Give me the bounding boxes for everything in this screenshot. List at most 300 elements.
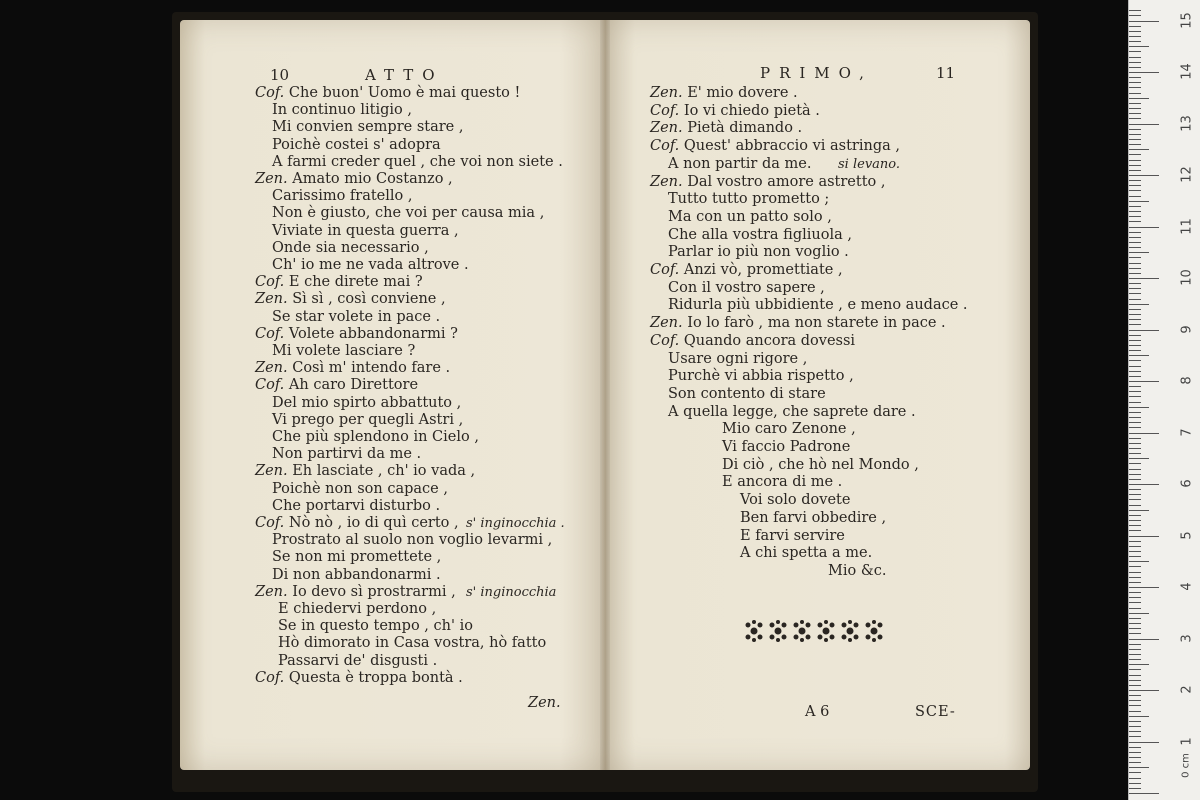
verse-text: Ma con un patto solo , — [668, 208, 832, 225]
text-line — [272, 445, 421, 463]
speaker-label: Cof. — [255, 274, 285, 291]
text-line — [668, 279, 825, 297]
text-line — [255, 583, 456, 601]
text-line — [740, 544, 872, 562]
ruler-tick — [1129, 160, 1141, 161]
stage-direction: si levano. — [838, 156, 901, 172]
text-line — [255, 273, 423, 291]
ruler-tick — [1129, 57, 1141, 58]
verse-text: Hò dimorato in Casa vostra, hò fatto — [278, 635, 547, 652]
ruler-tick — [1129, 587, 1159, 588]
text-line — [722, 473, 842, 491]
ruler-tick — [1129, 263, 1141, 264]
verse-text: Usare ogni rigore , — [668, 350, 808, 367]
ruler-tick — [1129, 412, 1141, 413]
verse-text: Io vi chiedo pietà . — [683, 102, 820, 119]
ruler-cm-label: 11 — [1179, 217, 1195, 235]
ruler-tick — [1129, 433, 1159, 434]
text-line — [255, 84, 520, 102]
verse-text: E che direte mai ? — [288, 274, 423, 291]
ruler-tick — [1129, 335, 1141, 336]
ruler-tick — [1129, 324, 1141, 325]
right-page-number: 11 — [936, 64, 956, 82]
ruler-tick — [1129, 716, 1149, 717]
measuring-ruler — [1128, 0, 1200, 800]
ruler-tick — [1129, 288, 1141, 289]
ruler-tick — [1129, 546, 1141, 547]
text-line — [255, 290, 446, 308]
verse-text: Prostrato al suolo non voglio levarmi , — [272, 532, 553, 549]
verse-text: E chiedervi perdono , — [278, 601, 437, 617]
text-line — [650, 314, 946, 332]
ruler-tick — [1129, 757, 1141, 758]
verse-text: Ah caro Direttore — [288, 377, 419, 394]
ruler-tick — [1129, 340, 1141, 341]
text-line — [272, 428, 479, 446]
ruler-tick — [1129, 366, 1141, 367]
verse-text: Sì sì , così conviene , — [292, 291, 446, 308]
verse-text: Se non mi promettete , — [272, 549, 442, 566]
ruler-tick — [1129, 51, 1141, 52]
ruler-tick — [1129, 350, 1141, 351]
ruler-tick — [1129, 561, 1149, 562]
ruler-tick — [1129, 154, 1141, 155]
ruler-tick — [1129, 396, 1141, 397]
verse-text: Mi volete lasciare ? — [272, 343, 416, 359]
ruler-tick — [1129, 469, 1141, 470]
ruler-tick — [1129, 252, 1149, 253]
left-running-head: ATTO — [365, 66, 444, 84]
verse-text: E farvi servire — [740, 527, 845, 544]
fleuron-ornament — [740, 615, 890, 647]
ruler-tick — [1129, 695, 1141, 696]
ruler-tick — [1129, 283, 1141, 284]
ruler-cm-label: 14 — [1179, 63, 1195, 80]
verse-text: E' mio dovere . — [687, 85, 798, 101]
verse-text: Poichè costei s' adopra — [272, 136, 441, 153]
text-line — [650, 102, 820, 120]
ruler-tick — [1129, 644, 1141, 645]
verse-text: A quella legge, che saprete dare . — [668, 403, 916, 420]
ruler-tick — [1129, 458, 1149, 459]
text-line — [272, 222, 459, 240]
ruler-cm-label: 2 — [1179, 685, 1195, 694]
text-line — [272, 101, 412, 119]
text-line — [255, 359, 450, 377]
ruler-tick — [1129, 82, 1141, 83]
ruler-tick — [1129, 221, 1141, 222]
ruler-tick — [1129, 31, 1141, 32]
text-line — [272, 239, 429, 257]
verse-text: Nò nò , io di quì certo , — [288, 515, 459, 531]
ruler-cm-label: 7 — [1179, 427, 1195, 437]
ruler-tick — [1129, 129, 1141, 130]
speaker-label: Cof. — [255, 377, 285, 394]
text-line — [668, 367, 854, 385]
text-line — [668, 155, 811, 173]
speaker-label: Cof. — [650, 102, 680, 119]
ruler-tick — [1129, 139, 1141, 140]
ruler-tick — [1129, 499, 1141, 500]
text-line — [255, 669, 463, 687]
ruler-tick — [1129, 669, 1141, 670]
stage-direction: s' inginocchia . — [466, 516, 565, 531]
verse-text: Che portarvi disturbo . — [272, 497, 441, 514]
ruler-tick — [1129, 237, 1141, 238]
ruler-tick — [1129, 36, 1141, 37]
text-line — [255, 170, 453, 188]
ruler-tick — [1129, 402, 1141, 403]
ruler-tick — [1129, 443, 1141, 444]
verse-text: Purchè vi abbia rispetto , — [668, 368, 854, 385]
ruler-tick — [1129, 103, 1141, 104]
verse-text: Di non abbandonarmi . — [272, 566, 441, 583]
ruler-tick — [1129, 721, 1141, 722]
text-line — [650, 137, 900, 155]
text-line — [740, 509, 886, 527]
ruler-tick — [1129, 376, 1141, 377]
speaker-label: Cof. — [650, 262, 680, 278]
ruler-cm-label: 1 — [1179, 736, 1195, 746]
text-line — [828, 562, 886, 580]
ruler-tick — [1129, 206, 1141, 207]
verse-text: Se in questo tempo , ch' io — [278, 618, 473, 635]
speaker-label: Zen. — [255, 360, 288, 377]
ruler-tick — [1129, 170, 1141, 171]
ruler-tick — [1129, 778, 1141, 779]
speaker-label: Zen. — [255, 171, 288, 187]
text-line — [668, 403, 916, 421]
ruler-tick — [1129, 278, 1159, 279]
verse-text: E ancora di me . — [722, 474, 843, 491]
ruler-tick — [1129, 530, 1141, 531]
verse-text: In continuo litigio , — [272, 102, 412, 119]
text-line — [272, 187, 413, 205]
signature-mark: A 6 — [805, 704, 830, 720]
text-line — [722, 438, 850, 456]
ruler-tick — [1129, 180, 1141, 181]
ruler-tick — [1129, 67, 1141, 68]
text-line — [272, 411, 463, 429]
ruler-tick — [1129, 196, 1141, 197]
ruler-tick — [1129, 479, 1141, 480]
book-spine — [600, 20, 610, 770]
verse-text: Pietà dimando . — [687, 120, 803, 137]
ruler-tick — [1129, 453, 1141, 454]
ruler-tick — [1129, 572, 1141, 573]
ruler-tick — [1129, 72, 1159, 73]
verse-text: Io devo sì prostrarmi , — [292, 583, 456, 600]
ruler-tick — [1129, 551, 1141, 552]
verse-text: Vi prego per quegli Astri , — [272, 411, 464, 428]
ruler-tick — [1129, 592, 1141, 593]
ruler-tick — [1129, 623, 1141, 624]
ruler-tick — [1129, 41, 1141, 42]
speaker-label: Zen. — [255, 583, 288, 600]
ruler-tick — [1129, 391, 1141, 392]
ruler-tick — [1129, 742, 1159, 743]
text-line — [650, 84, 798, 102]
ruler-tick — [1129, 736, 1141, 737]
text-line — [255, 376, 418, 394]
ruler-tick — [1129, 628, 1141, 629]
text-line — [272, 256, 469, 274]
verse-text: Che alla vostra figliuola , — [668, 226, 852, 243]
ruler-tick — [1129, 26, 1141, 27]
ruler-tick — [1129, 273, 1141, 274]
ruler-tick — [1129, 227, 1159, 228]
text-line — [650, 332, 855, 350]
verse-text: Quando ancora dovessi — [683, 332, 856, 349]
verse-text: A chi spetta a me. — [740, 545, 873, 562]
ruler-tick — [1129, 438, 1141, 439]
ruler-tick — [1129, 190, 1141, 191]
ruler-tick — [1129, 175, 1159, 176]
text-line — [740, 527, 845, 545]
ruler-tick — [1129, 747, 1141, 748]
ruler-tick — [1129, 21, 1159, 22]
ruler-tick — [1129, 247, 1141, 248]
ruler-tick — [1129, 541, 1141, 542]
ruler-tick — [1129, 474, 1141, 475]
stage-direction: s' inginocchia — [466, 584, 557, 600]
text-line — [650, 119, 802, 137]
ruler-tick — [1129, 77, 1141, 78]
text-line — [272, 566, 441, 584]
verse-text: Viviate in questa guerra , — [272, 222, 459, 239]
text-line — [668, 350, 807, 368]
text-line — [278, 652, 437, 670]
verse-text: Che buon' Uomo è mai questo ! — [288, 85, 521, 101]
verse-text: Amato mio Costanzo , — [292, 171, 453, 187]
ruler-tick — [1129, 93, 1141, 94]
ruler-tick — [1129, 726, 1141, 727]
ruler-tick — [1129, 654, 1141, 655]
text-line — [668, 190, 829, 208]
ruler-tick — [1129, 355, 1149, 356]
ruler-tick — [1129, 659, 1141, 660]
ruler-tick — [1129, 515, 1141, 516]
ruler-tick — [1129, 705, 1141, 706]
ruler-tick — [1129, 319, 1141, 320]
text-line — [255, 325, 458, 343]
ruler-tick — [1129, 675, 1141, 676]
ruler-tick — [1129, 124, 1159, 125]
ruler-tick — [1129, 422, 1141, 423]
ruler-cm-label: 3 — [1179, 633, 1195, 643]
text-line — [722, 420, 856, 438]
text-line — [668, 385, 826, 403]
ruler-tick — [1129, 108, 1141, 109]
text-line — [272, 497, 440, 515]
verse-text: Passarvi de' disgusti . — [278, 652, 438, 669]
ruler-tick — [1129, 448, 1141, 449]
ruler-tick — [1129, 536, 1159, 537]
ruler-tick — [1129, 700, 1141, 701]
ruler-tick — [1129, 505, 1141, 506]
ruler-tick — [1129, 211, 1141, 212]
text-line — [278, 634, 546, 652]
verse-text: Carissimo fratello , — [272, 188, 413, 205]
verse-text: Mio caro Zenone , — [722, 421, 856, 438]
ruler-tick — [1129, 46, 1149, 47]
ruler-cm-label: 13 — [1179, 114, 1195, 132]
ruler-tick — [1129, 494, 1141, 495]
text-line — [650, 261, 843, 279]
speaker-label: Cof. — [255, 515, 285, 531]
text-line — [272, 153, 563, 171]
ruler-tick — [1129, 62, 1141, 63]
speaker-label: Zen. — [650, 173, 683, 190]
ruler-tick — [1129, 685, 1141, 686]
ruler-cm-label: 8 — [1179, 376, 1195, 385]
ruler-tick — [1129, 268, 1141, 269]
text-line — [278, 617, 473, 635]
ruler-tick — [1129, 788, 1141, 789]
verse-text: Son contento di stare — [668, 385, 826, 402]
ruler-tick — [1129, 783, 1141, 784]
verse-text: Io lo farò , ma non starete in pace . — [687, 315, 946, 332]
verse-text: Questa è troppa bontà . — [288, 669, 463, 686]
ruler-tick — [1129, 134, 1141, 135]
text-line — [272, 136, 441, 154]
text-line — [668, 296, 968, 314]
ruler-tick — [1129, 113, 1141, 114]
left-catchword: Zen. — [528, 695, 561, 711]
verse-text: Così m' intendo fare . — [292, 360, 451, 377]
ruler-tick — [1129, 772, 1141, 773]
verse-text: A non partir da me. — [668, 155, 812, 172]
ruler-tick — [1129, 582, 1141, 583]
verse-text: Dal vostro amore astretto , — [687, 173, 886, 190]
ruler-tick — [1129, 381, 1159, 382]
ruler-cm-label: 5 — [1179, 530, 1195, 540]
verse-text: Se star volete in pace . — [272, 308, 441, 325]
ruler-tick — [1129, 330, 1159, 331]
verse-text: Volete abbandonarmi ? — [288, 325, 458, 342]
verse-text: Anzi vò, promettiate , — [683, 262, 843, 278]
verse-text: Quest' abbraccio vi astringa , — [683, 138, 900, 155]
text-line — [272, 342, 415, 360]
verse-text: Di ciò , che hò nel Mondo , — [722, 456, 919, 473]
ruler-cm-label: 4 — [1179, 582, 1195, 591]
speaker-label: Cof. — [255, 85, 285, 101]
ruler-tick — [1129, 577, 1141, 578]
ruler-tick — [1129, 690, 1159, 691]
text-line — [722, 456, 919, 474]
ruler-cm-label: 9 — [1179, 324, 1195, 334]
verse-text: Non partirvi da me . — [272, 446, 422, 463]
ruler-tick — [1129, 386, 1141, 387]
ruler-tick — [1129, 345, 1141, 346]
verse-text: Mio &c. — [828, 562, 887, 579]
text-line — [272, 480, 448, 498]
verse-text: A farmi creder quel , che voi non siete . — [272, 153, 563, 170]
verse-text: Con il vostro sapere , — [668, 279, 825, 296]
ruler-tick — [1129, 149, 1149, 150]
text-line — [668, 208, 832, 226]
ruler-tick — [1129, 602, 1141, 603]
ruler-tick — [1129, 484, 1159, 485]
text-line — [272, 118, 463, 136]
ruler-tick — [1129, 427, 1141, 428]
text-line — [668, 243, 849, 261]
text-line — [272, 531, 552, 549]
ruler-tick — [1129, 520, 1141, 521]
ruler-tick — [1129, 711, 1141, 712]
text-line — [668, 226, 852, 244]
ruler-tick — [1129, 118, 1141, 119]
right-running-head: PRIMO, — [760, 64, 873, 82]
ruler-tick — [1129, 566, 1141, 567]
ruler-tick — [1129, 293, 1141, 294]
ruler-cm-label: 15 — [1179, 11, 1195, 29]
ruler-tick — [1129, 309, 1141, 310]
verse-text: Che più splendono in Cielo , — [272, 429, 479, 445]
ruler-tick — [1129, 463, 1141, 464]
ruler-tick — [1129, 98, 1149, 99]
ruler-tick — [1129, 314, 1141, 315]
ruler-tick — [1129, 242, 1141, 243]
verse-text: Non è giusto, che voi per causa mia , — [272, 205, 545, 222]
speaker-label: Cof. — [255, 669, 285, 686]
ruler-tick — [1129, 144, 1141, 145]
text-line — [255, 514, 459, 532]
ruler-cm-label: 10 — [1179, 269, 1195, 286]
verse-text: Ch' io me ne vada altrove . — [272, 257, 469, 273]
verse-text: Parlar io più non voglio . — [668, 244, 849, 261]
ruler-tick — [1129, 639, 1159, 640]
verse-text: Del mio spirto abbattuto , — [272, 394, 462, 411]
speaker-label: Cof. — [650, 138, 680, 155]
text-line — [272, 308, 440, 326]
speaker-label: Zen. — [650, 315, 683, 332]
ruler-tick — [1129, 556, 1141, 557]
verse-text: Mi convien sempre stare , — [272, 119, 464, 136]
verse-text: Ridurla più ubbidiente , e meno audace . — [668, 297, 968, 314]
ruler-tick — [1129, 185, 1141, 186]
ruler-tick — [1129, 633, 1141, 634]
ruler-tick — [1129, 680, 1141, 681]
speaker-label: Cof. — [650, 332, 680, 349]
verse-text: Voi solo dovete — [740, 492, 851, 509]
speaker-label: Zen. — [650, 120, 683, 137]
ruler-unit-label: 0 cm — [1180, 753, 1192, 778]
verse-text: Eh lasciate , ch' io vada , — [292, 463, 476, 480]
verse-text: Tutto tutto prometto ; — [668, 191, 830, 208]
text-line — [255, 462, 475, 480]
ruler-tick — [1129, 613, 1149, 614]
text-line — [272, 548, 441, 566]
ruler-tick — [1129, 304, 1149, 305]
right-catchword: SCE- — [915, 704, 956, 720]
text-line — [740, 491, 850, 509]
verse-text: Onde sia necessario , — [272, 239, 429, 256]
ruler-tick — [1129, 371, 1141, 372]
speaker-label: Zen. — [650, 85, 683, 101]
ruler-tick — [1129, 664, 1149, 665]
speaker-label: Zen. — [255, 463, 288, 480]
ruler-tick — [1129, 752, 1141, 753]
ruler-tick — [1129, 407, 1149, 408]
left-page-number: 10 — [270, 66, 290, 84]
speaker-label: Zen. — [255, 291, 288, 308]
ruler-tick — [1129, 525, 1141, 526]
ruler-tick — [1129, 417, 1141, 418]
ruler-tick — [1129, 489, 1141, 490]
ruler-tick — [1129, 87, 1141, 88]
ruler-tick — [1129, 201, 1149, 202]
